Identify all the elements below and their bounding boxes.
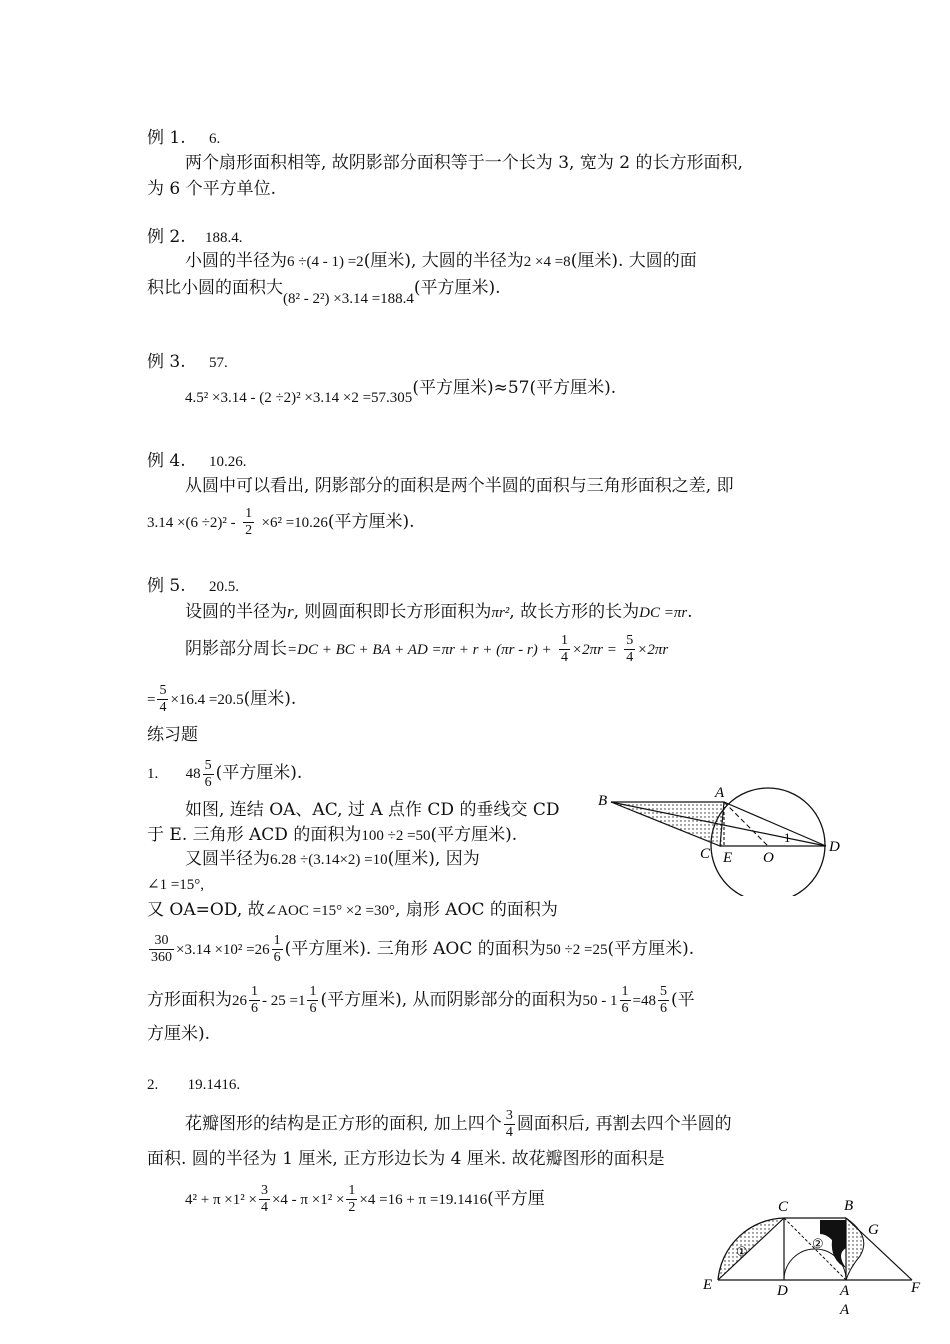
- formula: DC =πr: [639, 605, 688, 621]
- label-circle-1: ①: [736, 1244, 748, 1259]
- fraction: [658, 984, 669, 1017]
- practice-2-formula: [185, 1183, 545, 1216]
- fraction: [559, 633, 570, 666]
- example-4-text-1: 从圆中可以看出, 阴影部分的面积是两个半圆的面积与三角形面积之差, 即: [185, 476, 734, 496]
- text: 方形面积为: [147, 990, 232, 1010]
- text: (平方厘米).: [413, 278, 501, 298]
- example-3-formula: [185, 377, 617, 406]
- text: , 则圆面积即长方形面积为: [293, 602, 492, 622]
- fraction: [624, 633, 635, 666]
- text: (平方厘米).: [430, 825, 518, 845]
- example-label: 例 3.: [147, 352, 186, 372]
- denominator: 360: [151, 950, 172, 965]
- answer: 19.1416.: [187, 1077, 241, 1093]
- shaded-right-region: [846, 1218, 864, 1280]
- label-d: D: [829, 839, 840, 855]
- formula: ×2πr =: [572, 642, 617, 658]
- numerator: 3: [260, 1183, 268, 1198]
- label-f: F: [911, 1280, 921, 1296]
- example-5-text-3: [147, 683, 296, 716]
- text: (平方厘米).: [215, 762, 303, 783]
- line-ad: [724, 802, 826, 846]
- practice-1-text-1: 如图, 连结 OA、AC, 过 A 点作 CD 的垂线交 CD: [185, 800, 560, 820]
- formula: - 25 =1: [262, 993, 306, 1009]
- label-a-below: A: [840, 1302, 850, 1318]
- numerator: 5: [204, 758, 212, 773]
- fraction: [307, 984, 318, 1017]
- practice-2-text-1: [185, 1108, 732, 1141]
- denominator: 2: [348, 1200, 356, 1215]
- formula: 4.5² ×3.14 - (2 ÷2)² ×3.14 ×2 =57.305: [185, 390, 413, 406]
- formula: ×3.14 ×10² =26: [176, 942, 270, 958]
- label-o: O: [763, 850, 774, 866]
- text: 小圆的半径为: [185, 251, 287, 271]
- text: (厘米), 大圆的半径为: [363, 251, 524, 271]
- text: 圆面积后, 再割去四个半圆的: [516, 1114, 732, 1134]
- text: 设圆的半径为: [185, 602, 287, 622]
- answer: 20.5.: [209, 579, 240, 595]
- label-b: B: [598, 793, 608, 809]
- text: (平方厘: [487, 1189, 545, 1209]
- formula: ∠AOC =15° ×2 =30°: [264, 903, 396, 919]
- text: (厘米).: [243, 689, 297, 709]
- fraction: [249, 984, 260, 1017]
- label-b: B: [844, 1198, 854, 1214]
- label-e: E: [703, 1277, 713, 1293]
- denominator: 4: [626, 650, 634, 665]
- formula: ×4 =16 + π =19.1416: [359, 1192, 488, 1208]
- formula: (8² - 2²) ×3.14 =188.4: [283, 291, 414, 307]
- example-2-heading: [147, 226, 243, 249]
- numerator: 5: [159, 683, 167, 698]
- formula: 50 ÷2 =25: [545, 942, 608, 958]
- practice-1-text-6: [147, 933, 694, 966]
- example-label: 例 1.: [147, 128, 186, 148]
- whole: 48: [185, 765, 201, 782]
- practice-2-text-2: 面积. 圆的半径为 1 厘米, 正方形边长为 4 厘米. 故花瓣图形的面积是: [147, 1149, 665, 1169]
- denominator: 6: [204, 775, 212, 790]
- practice-1-text-2: [147, 824, 517, 847]
- text: (平方厘米)≈57(平方厘米).: [412, 378, 617, 398]
- denominator: 4: [159, 700, 167, 715]
- answer: 57.: [209, 355, 228, 371]
- numerator: 5: [626, 633, 634, 648]
- formula: πr²: [491, 605, 510, 621]
- example-1-heading: [147, 127, 220, 150]
- numerator: 1: [348, 1183, 356, 1198]
- figure-circle-triangle: [596, 776, 850, 896]
- example-4-heading: [147, 450, 247, 473]
- label-a: A: [840, 1283, 850, 1299]
- example-label: 例 5.: [147, 576, 186, 596]
- practice-title: 练习题: [147, 725, 198, 745]
- practice-1-text-4: ∠1 =15°,: [147, 877, 205, 893]
- example-2-text-2: [147, 277, 501, 307]
- numerator: 1: [309, 984, 317, 999]
- fraction: [203, 758, 214, 791]
- denominator: 6: [621, 1001, 629, 1016]
- practice-2-heading: [147, 1073, 240, 1096]
- figure-flower-petal: [700, 1196, 930, 1320]
- text: (平方厘米). 三角形 AOC 的面积为: [284, 939, 546, 959]
- practice-1-heading: [147, 758, 302, 791]
- answer: 10.26.: [209, 454, 247, 470]
- text: 阴影部分周长: [185, 639, 287, 659]
- whole: 26: [232, 993, 247, 1009]
- formula: =48: [632, 993, 657, 1009]
- numerator: 1: [621, 984, 629, 999]
- fraction: [243, 506, 254, 539]
- denominator: 6: [660, 1001, 668, 1016]
- example-label: 例 2.: [147, 227, 186, 247]
- label-c: C: [700, 846, 711, 862]
- fraction: [272, 933, 283, 966]
- shaded-triangle: [611, 802, 724, 846]
- text: 于 E. 三角形 ACD 的面积为: [147, 825, 362, 845]
- formula: 3.14 ×(6 ÷2)² -: [147, 515, 236, 531]
- numerator: 3: [505, 1108, 513, 1123]
- formula: ×4 - π ×1² ×: [271, 1192, 345, 1208]
- text: (平: [671, 990, 695, 1010]
- formula: ×2πr: [637, 642, 669, 658]
- denominator: 4: [260, 1200, 268, 1215]
- answer: 188.4.: [205, 230, 243, 246]
- text: 又 OA=OD, 故: [147, 900, 265, 920]
- variable: r: [287, 602, 294, 621]
- text: (平方厘米).: [607, 939, 695, 959]
- denominator: 4: [505, 1125, 513, 1140]
- practice-1-text-3: [185, 848, 480, 871]
- formula: ×16.4 =20.5: [170, 692, 244, 708]
- numerator: 1: [251, 984, 258, 999]
- fraction: [504, 1108, 515, 1141]
- text: 又圆半径为: [185, 849, 270, 869]
- formula: ×6² =10.26: [261, 515, 328, 531]
- numerator: 1: [561, 633, 569, 648]
- practice-1-text-5: [147, 899, 558, 922]
- numerator: 5: [660, 984, 668, 999]
- numerator: 1: [273, 933, 281, 948]
- formula: 4² + π ×1² ×: [185, 1192, 257, 1208]
- label-c: C: [778, 1199, 789, 1215]
- label-e: E: [723, 850, 733, 866]
- label-a: A: [715, 785, 725, 801]
- text: (平方厘米).: [327, 512, 415, 532]
- formula: 6.28 ÷(3.14×2) =10: [270, 852, 388, 868]
- practice-1-text-7: [147, 984, 695, 1017]
- formula: 6 ÷(4 - 1) =2: [287, 254, 364, 270]
- text: , 故长方形的长为: [509, 602, 640, 622]
- example-3-heading: [147, 351, 228, 374]
- example-4-formula: [147, 506, 415, 539]
- example-1-text-1: 两个扇形面积相等, 故阴影部分面积等于一个长为 3, 宽为 2 的长方形面积,: [185, 153, 743, 173]
- example-5-text-1: [185, 601, 693, 624]
- problem-number: 2.: [147, 1077, 159, 1093]
- label-angle-1: 1: [784, 830, 791, 845]
- text: .: [687, 602, 693, 622]
- fraction: [149, 933, 174, 966]
- example-5-heading: [147, 575, 239, 598]
- example-5-text-2: [185, 633, 668, 666]
- text: (厘米), 因为: [387, 849, 480, 869]
- text: , 扇形 AOC 的面积为: [395, 900, 558, 920]
- fraction: [259, 1183, 270, 1216]
- example-2-text-1: [185, 250, 697, 273]
- black-region: [820, 1220, 846, 1268]
- label-g: G: [868, 1222, 879, 1238]
- denominator: 6: [273, 950, 281, 965]
- numerator: 1: [245, 506, 253, 521]
- practice-1-text-8: 方厘米).: [147, 1024, 211, 1044]
- fraction: [346, 1183, 357, 1216]
- formula: 50 - 1: [582, 993, 618, 1009]
- formula: =DC + BC + BA + AD =πr + r + (πr - r) +: [287, 642, 552, 658]
- problem-number: 1.: [147, 765, 159, 782]
- denominator: 6: [309, 1001, 317, 1016]
- text: (平方厘米), 从而阴影部分的面积为: [320, 990, 583, 1010]
- answer-mixed-number: [185, 758, 216, 790]
- formula: =: [147, 692, 156, 708]
- text: 积比小圆的面积大: [147, 278, 283, 298]
- denominator: 6: [251, 1001, 258, 1016]
- label-d: D: [777, 1283, 788, 1299]
- text: (厘米). 大圆的面: [570, 251, 697, 271]
- answer: 6.: [209, 131, 221, 147]
- numerator: 30: [149, 933, 174, 950]
- fraction: [157, 683, 168, 716]
- label-circle-2: ②: [812, 1236, 824, 1251]
- denominator: 2: [245, 523, 253, 538]
- example-1-text-2: 为 6 个平方单位.: [147, 179, 277, 199]
- example-label: 例 4.: [147, 451, 186, 471]
- line-ao-dashed: [724, 802, 768, 846]
- formula: 100 ÷2 =50: [361, 828, 431, 844]
- denominator: 4: [561, 650, 569, 665]
- text: 花瓣图形的结构是正方形的面积, 加上四个: [185, 1114, 502, 1134]
- formula: 2 ×4 =8: [523, 254, 571, 270]
- fraction: [620, 984, 631, 1017]
